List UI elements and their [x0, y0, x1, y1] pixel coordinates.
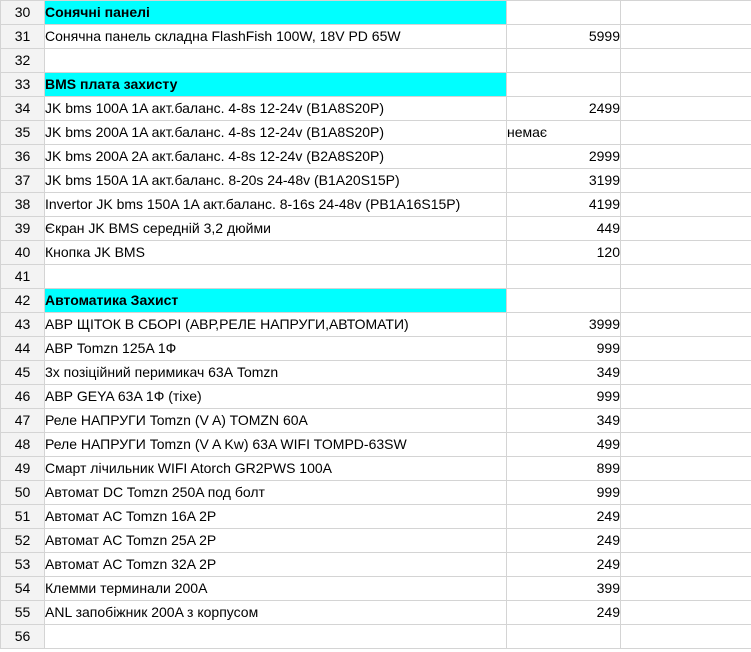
table-row — [1, 49, 751, 73]
empty-cell[interactable] — [621, 385, 751, 409]
price-cell[interactable] — [507, 49, 621, 73]
price-cell[interactable]: 2499 — [507, 97, 621, 121]
price-cell[interactable]: 499 — [507, 433, 621, 457]
section-header-cell[interactable]: BMS плата захисту — [45, 73, 507, 97]
table-row — [1, 145, 751, 169]
row-number[interactable]: 53 — [1, 553, 45, 577]
row-number[interactable]: 32 — [1, 49, 45, 73]
table-row — [1, 193, 751, 217]
empty-cell[interactable] — [621, 193, 751, 217]
product-name-cell[interactable]: Кнопка JK BMS — [45, 241, 507, 265]
empty-cell[interactable] — [621, 97, 751, 121]
table-row — [1, 265, 751, 289]
row-number[interactable]: 50 — [1, 481, 45, 505]
product-name-cell[interactable]: Автомат DC Tomzn 250A под болт — [45, 481, 507, 505]
empty-cell[interactable] — [621, 361, 751, 385]
row-number[interactable]: 41 — [1, 265, 45, 289]
row-number[interactable]: 35 — [1, 121, 45, 145]
price-cell[interactable] — [507, 265, 621, 289]
row-number[interactable]: 39 — [1, 217, 45, 241]
empty-cell[interactable] — [621, 505, 751, 529]
empty-cell[interactable] — [621, 169, 751, 193]
price-cell[interactable]: 249 — [507, 601, 621, 625]
price-cell[interactable]: 999 — [507, 385, 621, 409]
empty-cell[interactable] — [621, 553, 751, 577]
table-row — [1, 529, 751, 553]
table-row — [1, 313, 751, 337]
table-row — [1, 385, 751, 409]
product-name-cell[interactable]: Автомат AC Tomzn 32A 2P — [45, 553, 507, 577]
empty-cell[interactable] — [621, 601, 751, 625]
product-name-cell[interactable]: JK bms 200A 2A акт.баланс. 4-8s 12-24v (B2A8S20P) — [45, 145, 507, 169]
empty-cell[interactable] — [621, 49, 751, 73]
product-name-cell[interactable]: Сонячна панель складна FlashFish 100W, 18V PD 65W — [45, 25, 507, 49]
row-number[interactable]: 46 — [1, 385, 45, 409]
product-name-cell[interactable]: JK bms 100A 1A акт.баланс. 4-8s 12-24v (B1A8S20P) — [45, 97, 507, 121]
row-number[interactable]: 48 — [1, 433, 45, 457]
product-name-cell[interactable]: Єкран JK BMS середній 3,2 дюйми — [45, 217, 507, 241]
section-header-cell[interactable]: Сонячні панелі — [45, 1, 507, 25]
product-name-cell[interactable] — [45, 625, 507, 649]
table-row — [1, 433, 751, 457]
price-cell[interactable] — [507, 625, 621, 649]
empty-cell[interactable] — [621, 625, 751, 649]
row-number[interactable]: 52 — [1, 529, 45, 553]
row-number[interactable]: 31 — [1, 25, 45, 49]
product-name-cell[interactable]: JK bms 150A 1A акт.баланс. 8-20s 24-48v (B1A20S15P) — [45, 169, 507, 193]
price-cell[interactable]: 349 — [507, 409, 621, 433]
product-name-cell[interactable] — [45, 265, 507, 289]
row-number[interactable]: 34 — [1, 97, 45, 121]
table-row — [1, 337, 751, 361]
empty-cell[interactable] — [621, 481, 751, 505]
row-number[interactable]: 38 — [1, 193, 45, 217]
table-row — [1, 217, 751, 241]
empty-cell[interactable] — [621, 577, 751, 601]
table-row — [1, 553, 751, 577]
price-cell[interactable] — [507, 289, 621, 313]
price-cell[interactable]: 249 — [507, 553, 621, 577]
table-row — [1, 361, 751, 385]
table-row — [1, 601, 751, 625]
product-name-cell[interactable]: Реле НАПРУГИ Tomzn (V A) TOMZN 60A — [45, 409, 507, 433]
price-cell[interactable]: 349 — [507, 361, 621, 385]
table-row — [1, 625, 751, 649]
table-row — [1, 505, 751, 529]
price-cell[interactable]: 4199 — [507, 193, 621, 217]
product-name-cell[interactable]: Invertor JK bms 150A 1A акт.баланс. 8-16s 24-48v (PB1A16S15P) — [45, 193, 507, 217]
empty-cell[interactable] — [621, 121, 751, 145]
product-name-cell[interactable]: АВР ЩІТОК В СБОРІ (АВР,РЕЛЕ НАПРУГИ,АВТОМАТИ) — [45, 313, 507, 337]
price-cell[interactable]: 120 — [507, 241, 621, 265]
price-cell[interactable]: 999 — [507, 481, 621, 505]
price-cell[interactable]: 899 — [507, 457, 621, 481]
price-cell[interactable]: 2999 — [507, 145, 621, 169]
row-number[interactable]: 56 — [1, 625, 45, 649]
empty-cell[interactable] — [621, 145, 751, 169]
product-name-cell[interactable]: Автомат AC Tomzn 16A 2P — [45, 505, 507, 529]
table-row — [1, 409, 751, 433]
empty-cell[interactable] — [621, 1, 751, 25]
row-number[interactable]: 54 — [1, 577, 45, 601]
empty-cell[interactable] — [621, 73, 751, 97]
row-number[interactable]: 33 — [1, 73, 45, 97]
table-row — [1, 25, 751, 49]
row-number[interactable]: 42 — [1, 289, 45, 313]
table-row — [1, 481, 751, 505]
table-row — [1, 577, 751, 601]
row-number[interactable]: 43 — [1, 313, 45, 337]
empty-cell[interactable] — [621, 457, 751, 481]
empty-cell[interactable] — [621, 409, 751, 433]
price-cell[interactable]: 249 — [507, 505, 621, 529]
product-name-cell[interactable]: ANL запобіжник 200A з корпусом — [45, 601, 507, 625]
row-number[interactable]: 45 — [1, 361, 45, 385]
table-row — [1, 73, 751, 97]
table-row — [1, 241, 751, 265]
product-name-cell[interactable]: Реле НАПРУГИ Tomzn (V A Kw) 63A WIFI TOMPD-63SW — [45, 433, 507, 457]
row-number[interactable]: 55 — [1, 601, 45, 625]
price-cell[interactable] — [507, 73, 621, 97]
row-number[interactable]: 36 — [1, 145, 45, 169]
table-row — [1, 289, 751, 313]
product-name-cell[interactable]: АВР GEYA 63A 1Ф (тіхе) — [45, 385, 507, 409]
empty-cell[interactable] — [621, 217, 751, 241]
grid-body — [1, 1, 751, 649]
product-name-cell[interactable]: 3х позіційний перимикач 63А Tomzn — [45, 361, 507, 385]
note-cell[interactable]: немає — [507, 121, 621, 145]
row-number[interactable]: 44 — [1, 337, 45, 361]
product-name-cell[interactable]: Автомат AC Tomzn 25A 2P — [45, 529, 507, 553]
price-cell[interactable]: 399 — [507, 577, 621, 601]
empty-cell[interactable] — [621, 337, 751, 361]
row-number[interactable]: 47 — [1, 409, 45, 433]
row-number[interactable]: 51 — [1, 505, 45, 529]
empty-cell[interactable] — [621, 265, 751, 289]
product-name-cell[interactable]: Смарт лічильник WIFI Atorch GR2PWS 100A — [45, 457, 507, 481]
empty-cell[interactable] — [621, 433, 751, 457]
product-name-cell[interactable]: JK bms 200A 1A акт.баланс. 4-8s 12-24v (B1A8S20P) — [45, 121, 507, 145]
empty-cell[interactable] — [621, 289, 751, 313]
table-row — [1, 97, 751, 121]
row-number[interactable]: 49 — [1, 457, 45, 481]
price-cell[interactable]: 249 — [507, 529, 621, 553]
price-cell[interactable] — [507, 1, 621, 25]
table-row — [1, 457, 751, 481]
row-number[interactable]: 30 — [1, 1, 45, 25]
table-row — [1, 121, 751, 145]
product-name-cell[interactable]: АВР Tomzn 125A 1Ф — [45, 337, 507, 361]
table-row — [1, 1, 751, 25]
price-cell[interactable]: 5999 — [507, 25, 621, 49]
empty-cell[interactable] — [621, 313, 751, 337]
section-header-cell[interactable]: Автоматика Захист — [45, 289, 507, 313]
row-number[interactable]: 37 — [1, 169, 45, 193]
price-cell[interactable]: 3199 — [507, 169, 621, 193]
row-number[interactable]: 40 — [1, 241, 45, 265]
empty-cell[interactable] — [621, 529, 751, 553]
table-row — [1, 169, 751, 193]
price-cell[interactable]: 999 — [507, 337, 621, 361]
empty-cell[interactable] — [621, 25, 751, 49]
product-name-cell[interactable] — [45, 49, 507, 73]
empty-cell[interactable] — [621, 241, 751, 265]
price-cell[interactable]: 449 — [507, 217, 621, 241]
price-cell[interactable]: 3999 — [507, 313, 621, 337]
product-name-cell[interactable]: Клемми терминали 200А — [45, 577, 507, 601]
